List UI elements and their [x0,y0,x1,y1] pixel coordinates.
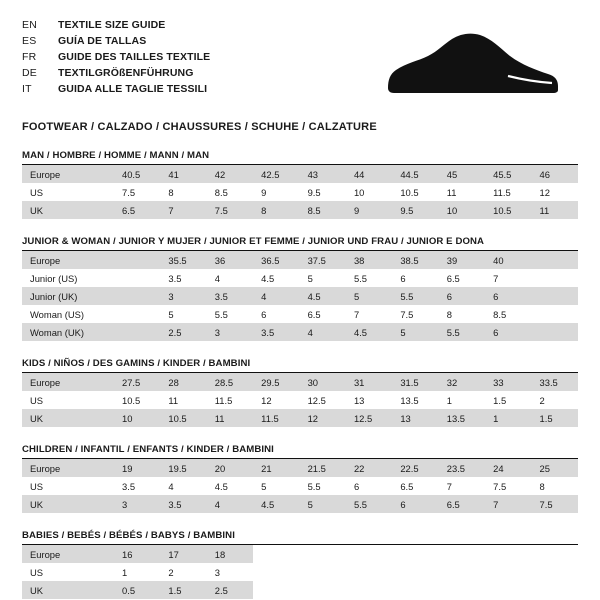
cell: 6.5 [400,480,414,492]
cell: 6 [400,272,406,284]
cell: 31.5 [392,373,438,391]
cell: 8.5 [214,186,228,198]
cell: 8.5 [300,201,346,219]
cell: 2 [168,566,174,578]
cell: 11 [446,186,457,198]
cell [532,323,578,341]
cell: 18 [207,545,253,563]
table-row [22,269,578,287]
cell: 13 [353,394,365,406]
language-title: GUIDA ALLE TAGLIE TESSILI [58,83,208,95]
cell: 5 [392,323,438,341]
cell: 12 [300,409,346,427]
cell: 20 [207,459,253,477]
cell: 6 [261,308,267,320]
cell: 1.5 [160,581,206,599]
cell: 9.5 [307,186,321,198]
size-group-junior-woman [22,236,578,341]
cell: 45.5 [485,165,531,183]
cell [532,305,578,323]
cell: 10 [439,201,485,219]
group-heading: BABIES / BEBÉS / BÉBÉS / BABYS / BAMBINI [22,530,578,545]
cell: 1 [446,394,452,406]
row-label: Europe [22,459,114,477]
row-label: Junior (US) [30,272,78,284]
cell: 5.5 [439,323,485,341]
cell: 5 [168,308,174,320]
language-code: EN [22,19,37,31]
row-label: US [30,566,44,578]
size-group-children [22,444,578,513]
table-row [22,563,578,581]
cell: 5 [307,272,313,284]
row-label: US [30,186,44,198]
cell [253,563,299,581]
row-label: UK [22,409,114,427]
table-row [22,495,578,513]
cell: 3.5 [168,272,182,284]
cell: 17 [160,545,206,563]
cell: 41 [160,165,206,183]
cell: 7 [446,480,452,492]
table-row [22,305,578,323]
cell: 38 [346,251,392,269]
table-row [22,581,578,599]
table-row [22,373,578,391]
cell: 2.5 [160,323,206,341]
cell: 7 [493,272,499,284]
row-label: Woman (UK) [22,323,114,341]
cell [253,545,299,563]
row-label: Europe [22,165,114,183]
cell: 28.5 [207,373,253,391]
cell: 5.5 [307,480,321,492]
cell: 11.5 [214,394,233,406]
cell [253,581,299,599]
cell: 45 [439,165,485,183]
cell: 8 [253,201,299,219]
cell: 22 [346,459,392,477]
cell: 35.5 [160,251,206,269]
cell: 12 [539,186,550,198]
cell: 5.5 [392,287,438,305]
language-code: IT [22,83,32,95]
cell: 32 [439,373,485,391]
cell [114,251,160,269]
cell: 12 [261,394,272,406]
cell: 7.5 [532,495,578,513]
cell [114,287,160,305]
language-row [22,66,210,81]
cell: 11.5 [253,409,299,427]
row-label: Europe [22,545,114,563]
size-table-kids [22,373,578,427]
cell: 7.5 [493,480,507,492]
cell: 6 [392,495,438,513]
cell: 36 [207,251,253,269]
language-title-list [22,18,210,97]
cell: 4 [253,287,299,305]
cell: 40.5 [114,165,160,183]
cell: 13 [392,409,438,427]
cell: 3 [214,566,220,578]
cell: 38.5 [392,251,438,269]
table-row [22,459,578,477]
table-row [22,477,578,495]
cell: 11 [532,201,578,219]
cell: 6 [485,323,531,341]
cell: 5 [300,495,346,513]
row-label: UK [22,495,114,513]
table-row [22,251,578,269]
cell [532,581,578,599]
cell: 1 [122,566,128,578]
row-label: Junior (UK) [22,287,114,305]
cell: 3.5 [122,480,136,492]
cell [300,545,346,563]
cell: 21 [253,459,299,477]
cell: 4 [300,323,346,341]
cell: 7 [485,495,531,513]
cell: 6.5 [114,201,160,219]
cell [532,287,578,305]
cell: 5.5 [214,308,228,320]
cell: 2.5 [207,581,253,599]
row-label: US [30,480,44,492]
cell: 23.5 [439,459,485,477]
cell [485,581,531,599]
cell: 36.5 [253,251,299,269]
language-code: FR [22,51,37,63]
cell [532,269,578,287]
cell: 7 [353,308,360,320]
group-heading: MAN / HOMBRE / HOMME / MANN / MAN [22,150,578,165]
cell: 24 [485,459,531,477]
language-row [22,50,210,65]
cell [392,545,438,563]
language-row [22,34,210,49]
row-label: Woman (US) [30,308,85,320]
cell: 8 [168,186,174,198]
cell: 19.5 [160,459,206,477]
language-row [22,82,210,97]
cell: 27.5 [114,373,160,391]
cell: 2 [539,394,545,406]
cell [300,581,346,599]
cell [439,563,485,581]
cell: 12.5 [346,409,392,427]
cell [532,545,578,563]
cell: 10.5 [122,394,141,406]
language-title: TEXTILE SIZE GUIDE [58,19,166,31]
group-heading: KIDS / NIÑOS / DES GAMINS / KINDER / BAMBINI [22,358,578,373]
cell: 33.5 [532,373,578,391]
cell: 16 [114,545,160,563]
dress-shoe-icon [380,30,560,105]
size-table-babies [22,545,578,599]
cell [392,581,438,599]
cell: 6.5 [439,495,485,513]
group-heading: JUNIOR & WOMAN / JUNIOR Y MUJER / JUNIOR ET FEMME / JUNIOR UND FRAU / JUNIOR E DONA [22,236,578,251]
cell [439,581,485,599]
cell: 4.5 [300,287,346,305]
cell [392,563,438,581]
cell: 12.5 [307,394,326,406]
cell: 39 [439,251,485,269]
cell: 3.5 [207,287,253,305]
cell: 7 [160,201,206,219]
cell: 11 [168,394,179,406]
language-title: TEXTILGRÖßENFÜHRUNG [58,67,194,79]
cell: 7.5 [207,201,253,219]
cell: 1.5 [532,409,578,427]
cell: 46 [532,165,578,183]
cell [532,251,578,269]
cell: 6.5 [307,308,321,320]
cell: 1 [485,409,531,427]
cell: 8 [446,308,452,320]
cell [114,269,160,287]
cell: 5 [261,480,267,492]
cell: 13.5 [439,409,485,427]
cell: 6 [439,287,485,305]
cell: 37.5 [300,251,346,269]
language-code: ES [22,35,37,47]
table-row [22,323,578,341]
language-title: GUÍA DE TALLAS [58,35,147,47]
cell [439,545,485,563]
cell: 7.5 [122,186,136,198]
cell: 6.5 [446,272,460,284]
table-row [22,201,578,219]
cell: 10 [353,186,365,198]
cell: 6 [485,287,531,305]
cell [300,563,346,581]
size-group-man [22,150,578,219]
cell [485,545,531,563]
cell: 31 [346,373,392,391]
table-row [22,409,578,427]
cell: 11.5 [493,186,511,198]
size-table-junior-woman [22,251,578,341]
cell [346,545,392,563]
cell: 13.5 [400,394,419,406]
size-group-babies [22,530,578,599]
cell [114,323,160,341]
cell: 42 [207,165,253,183]
cell: 4.5 [261,272,275,284]
page-header [22,18,578,105]
cell: 40 [485,251,531,269]
cell: 9.5 [392,201,438,219]
row-label: US [30,394,44,406]
cell: 3.5 [253,323,299,341]
cell: 11 [207,409,253,427]
size-group-kids [22,358,578,427]
cell: 43 [300,165,346,183]
cell: 33 [485,373,531,391]
cell: 10.5 [485,201,531,219]
language-title: GUIDE DES TAILLES TEXTILE [58,51,211,63]
group-heading: CHILDREN / INFANTIL / ENFANTS / KINDER / BAMBINI [22,444,578,459]
cell: 4.5 [214,480,228,492]
table-row [22,545,578,563]
table-row [22,183,578,201]
cell: 3 [160,287,206,305]
cell: 4.5 [253,495,299,513]
cell: 3 [114,495,160,513]
table-row [22,165,578,183]
cell [485,563,531,581]
cell: 9 [346,201,392,219]
table-row [22,287,578,305]
row-label: UK [22,201,114,219]
cell: 42.5 [253,165,299,183]
row-label: Europe [22,251,114,269]
row-label: Europe [22,373,114,391]
cell: 30 [300,373,346,391]
cell: 22.5 [392,459,438,477]
cell: 29.5 [253,373,299,391]
cell: 3 [207,323,253,341]
cell: 3.5 [160,495,206,513]
cell: 10.5 [160,409,206,427]
cell: 5.5 [353,272,367,284]
cell [346,581,392,599]
cell: 4 [214,272,220,284]
page-title: FOOTWEAR / CALZADO / CHAUSSURES / SCHUHE / CALZATURE [22,121,377,133]
cell [532,563,578,581]
cell: 1.5 [493,394,507,406]
cell: 5.5 [346,495,392,513]
row-label: UK [22,581,114,599]
cell [346,563,392,581]
cell: 4 [168,480,174,492]
cell: 28 [160,373,206,391]
size-table-children [22,459,578,513]
cell [114,305,160,323]
cell: 44 [346,165,392,183]
cell: 10.5 [400,186,419,198]
cell: 6 [353,480,360,492]
cell: 4 [207,495,253,513]
language-code: DE [22,67,37,79]
language-row [22,18,210,33]
table-row [22,391,578,409]
cell: 4.5 [346,323,392,341]
size-table-man [22,165,578,219]
cell: 5 [346,287,392,305]
cell: 19 [114,459,160,477]
cell: 25 [532,459,578,477]
cell: 44.5 [392,165,438,183]
cell: 21.5 [300,459,346,477]
cell: 0.5 [114,581,160,599]
cell: 7.5 [400,308,414,320]
cell: 8 [539,480,545,492]
cell: 10 [114,409,160,427]
cell: 8.5 [493,308,507,320]
cell: 9 [261,186,267,198]
